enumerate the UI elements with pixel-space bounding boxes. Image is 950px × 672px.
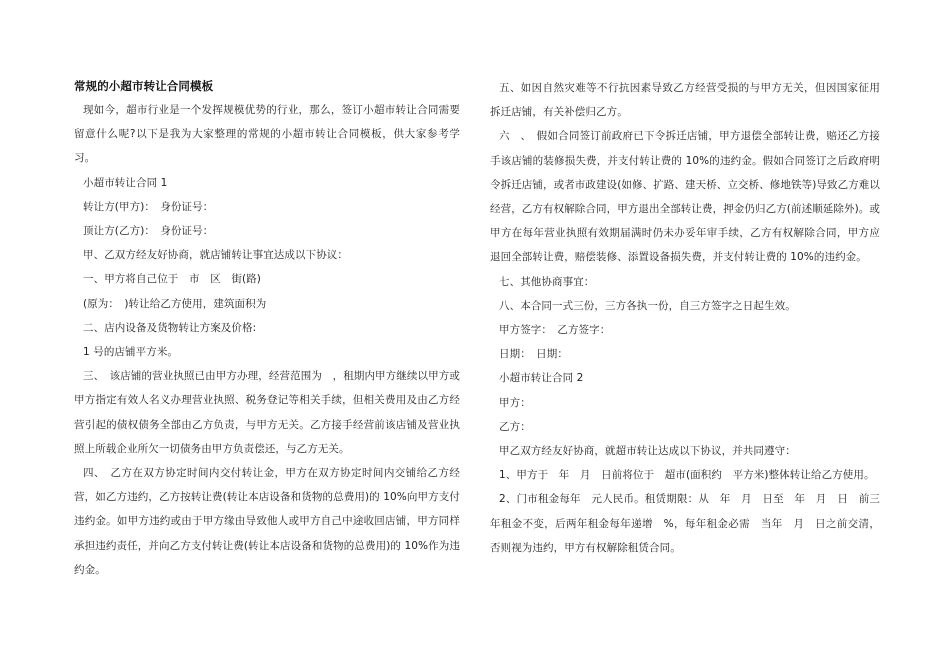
paragraph: 小超市转让合同 1 — [83, 176, 168, 189]
paragraph: 二、店内设备及货物转让方案及价格: — [83, 321, 257, 334]
paragraph: 一、甲方将自己位于 市 区 街(路) — [83, 273, 261, 286]
paragraph: 甲方签字： 乙方签字： — [499, 324, 611, 337]
paragraph: 乙方： — [499, 420, 531, 433]
paragraph: 2、门市租金每年 元人民币。租赁期限：从 年 月 日至 年 月 日 前三年租金不变，后两年租金每年递增 %，每年租金必需 当年 月 日之前交清，否则视为违约，甲方有权解除租赁合同。 — [490, 493, 880, 554]
document-title: 常规的小超市转让合同模板 — [74, 79, 214, 93]
paragraph: 顶让方(乙方)： 身份证号： — [83, 225, 214, 238]
paragraph: 甲乙双方经友好协商，就超市转让达成以下协议，并共同遵守： — [499, 445, 796, 458]
paragraph: 五、如因自然灾难等不行抗因素导致乙方经营受损的与甲方无关，但因国家征用拆迁店铺，有关补偿归乙方。 — [490, 82, 880, 119]
paragraph: 小超市转让合同 2 — [499, 372, 584, 385]
paragraph: 甲方： — [499, 396, 531, 409]
paragraph: 日期： 日期： — [499, 348, 568, 361]
paragraph: 七、其他协商事宜： — [499, 275, 595, 288]
paragraph: 三、 该店铺的营业执照已由甲方办理，经营范围为 ，租期内甲方继续以甲方或甲方指定有效人名义办理营业执照、税务登记等相关手续，但相关费用及由乙方经营引起的债权债务全部由乙方负责，与甲方无关。乙方接手经营前该店铺及营业执照上所载企业所欠一切债务由甲方负责偿还，与乙方无关。 — [74, 370, 460, 455]
paragraph: 四、 乙方在双方协定时间内交付转让金，甲方在双方协定时间内交铺给乙方经营，如乙方违约，乙方按转让费(转让本店设备和货物的总费用)的 10%向甲方支付违约金。如甲方违约或由于甲方缘由导致他人或甲方自己中途收回店铺，甲方同样承担违约责任，并向乙方支付转让费(转让本店设备和货物的总费用)的 10%作为违约金。 — [74, 467, 460, 576]
paragraph: 现如今，超市行业是一个发挥规模优势的行业，那么，签订小超市转让合同需要留意什么呢?以下是我为大家整理的常规的小超市转让合同模板，供大家参考学习。 — [74, 104, 460, 165]
paragraph: 1 号的店铺平方米。 — [83, 346, 179, 359]
paragraph: (原为： )转让给乙方使用，建筑面积为 — [83, 297, 267, 310]
paragraph: 八、本合同一式三份，三方各执一份，自三方签字之日起生效。 — [499, 299, 796, 312]
left-column — [74, 76, 460, 582]
paragraph: 六 、 假如合同签订前政府已下令拆迁店铺，甲方退偿全部转让费，赔还乙方接手该店铺的装修损失费，并支付转让费的 10%的违约金。假如合同签订之后政府明令拆迁店铺，或者市政建设(如修、扩路、建天桥、立交桥、修地铁等)导致乙方难以经营，乙方有权解除合同，甲方退出全部转让费，押金仍归乙方(前述顺延除外)。或甲方在每年营业执照有效期届满时仍未办妥年审手续，乙方有权解除合同，甲方应退回全部转让费，赔偿装修、添置设备损失费，并支付转让费的 10%的违约金。 — [490, 130, 880, 264]
paragraph: 1、甲方于 年 月 日前将位于 超市(面积约 平方米)整体转让给乙方使用。 — [499, 469, 875, 482]
right-column — [490, 76, 880, 560]
paragraph: 转让方(甲方)： 身份证号： — [83, 200, 214, 213]
paragraph: 甲、乙双方经友好协商，就店铺转让事宜达成以下协议： — [83, 249, 348, 262]
